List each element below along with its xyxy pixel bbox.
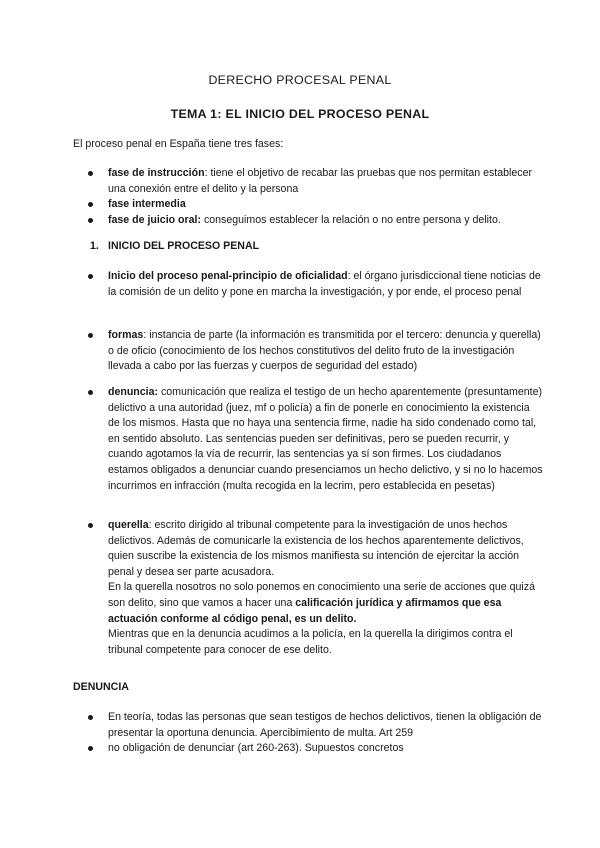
item-querella [73,518,543,658]
bullet-icon [88,746,93,751]
section-heading [73,239,543,255]
phase-term: fase de juicio oral: [108,213,202,226]
item-term: denuncia: [108,386,159,398]
topic-title: TEMA 1: EL INICIO DEL PROCESO PENAL [170,107,430,121]
list-item [73,213,543,229]
list-item [73,197,543,213]
denuncia-list [73,710,543,757]
item-inicio [73,269,543,300]
section-title: INICIO DEL PROCESO PENAL [108,240,260,252]
item-term: formas [108,329,144,341]
list-item: no obligación de denunciar (art 260-263). Supuestos concretos [73,741,543,757]
phase-text: conseguimos establecer la relación o no entre persona y delito. [201,213,501,226]
bullet-icon [88,171,93,176]
denuncia-heading: DENUNCIA [73,681,129,693]
phase-term: fase intermedia [108,198,186,211]
section-number: 1. [90,240,99,252]
bullet-icon [88,274,93,279]
bullet-icon [88,523,93,528]
item-text: comunicación que realiza el testigo de un hecho aparentemente (presuntamente) delictivo a una autoridad (juez, mf o policía) a fin de ponerle en conocimiento la existencia de los mismos. Hasta que no haya una sentencia firme, nadie ha sido condenado como tal, en sentido absoluto. Las sentencias pueden ser definitivas, pero se pueden recurrir, y cuando agotamos la vía de recurrir, las sentencias ya sí son firmes. Los ciudadanos estamos obligados a denunciar cuando presenciamos un hecho delictivo, y si no lo hacemos incurrimos en infracción (multa recogida en la lecrim, pero establecida en pesetas) [108,386,543,492]
item-text: : instancia de parte (la información es transmitida por el tercero: denuncia y querella) o de oficio (conocimiento de los hechos constitutivos del delito fruto de la investigación llevada a cabo por las fuerzas y cuerpos de seguridad del estado) [108,329,541,373]
bullet-icon [88,333,93,338]
list-item [73,166,543,197]
document-title: DERECHO PROCESAL PENAL [208,73,392,87]
item-formas [73,328,543,375]
querella-paragraph-2: En la querella nosotros no solo ponemos en conocimiento una serie de acciones que quizá son delito, sino que vamos a hacer una calificación jurídica y afirmamos que esa actuación conforme al código penal, es un delito. [108,581,535,625]
item-term: Inicio del proceso penal-principio de oficialidad [108,270,348,282]
intro-paragraph: El proceso penal en España tiene tres fases: [73,138,284,150]
item-denuncia [73,385,543,494]
list-item: En teoría, todas las personas que sean testigos de hechos delictivos, tienen la obligación de presentar la oportuna denuncia. Apercibimiento de multa. Art 259 [73,710,543,741]
bullet-icon [88,202,93,207]
querella-paragraph-3: Mientras que en la denuncia acudimos a la policía, en la querella la dirigimos contra el tribunal competente para conocer de ese delito. [108,628,513,656]
phase-text: : tiene el objetivo de recabar las pruebas que nos permitan establecer una conexión entre el delito y la persona [108,167,532,195]
bullet-icon [88,218,93,223]
phases-list [73,166,543,228]
item-term: querella [108,519,149,531]
emphasis-text: calificación jurídica y afirmamos que esa actuación conforme al código penal, es un delito. [108,596,502,625]
item-text: : el órgano jurisdiccional tiene noticias de la comisión de un delito y pone en marcha la investigación, y por ende, el proceso penal [108,270,541,298]
bullet-icon [88,390,93,395]
item-text: : escrito dirigido al tribunal competente para la investigación de unos hechos delictivos. Además de comunicarle la existencia de los hechos aparentemente delictivos, quien suscribe la existencia de los mismos manifiesta su intención de ejercitar la acción penal y desea ser parte acusadora. [108,519,524,578]
bullet-icon [88,715,93,720]
phase-term: fase de instrucción [108,167,205,179]
